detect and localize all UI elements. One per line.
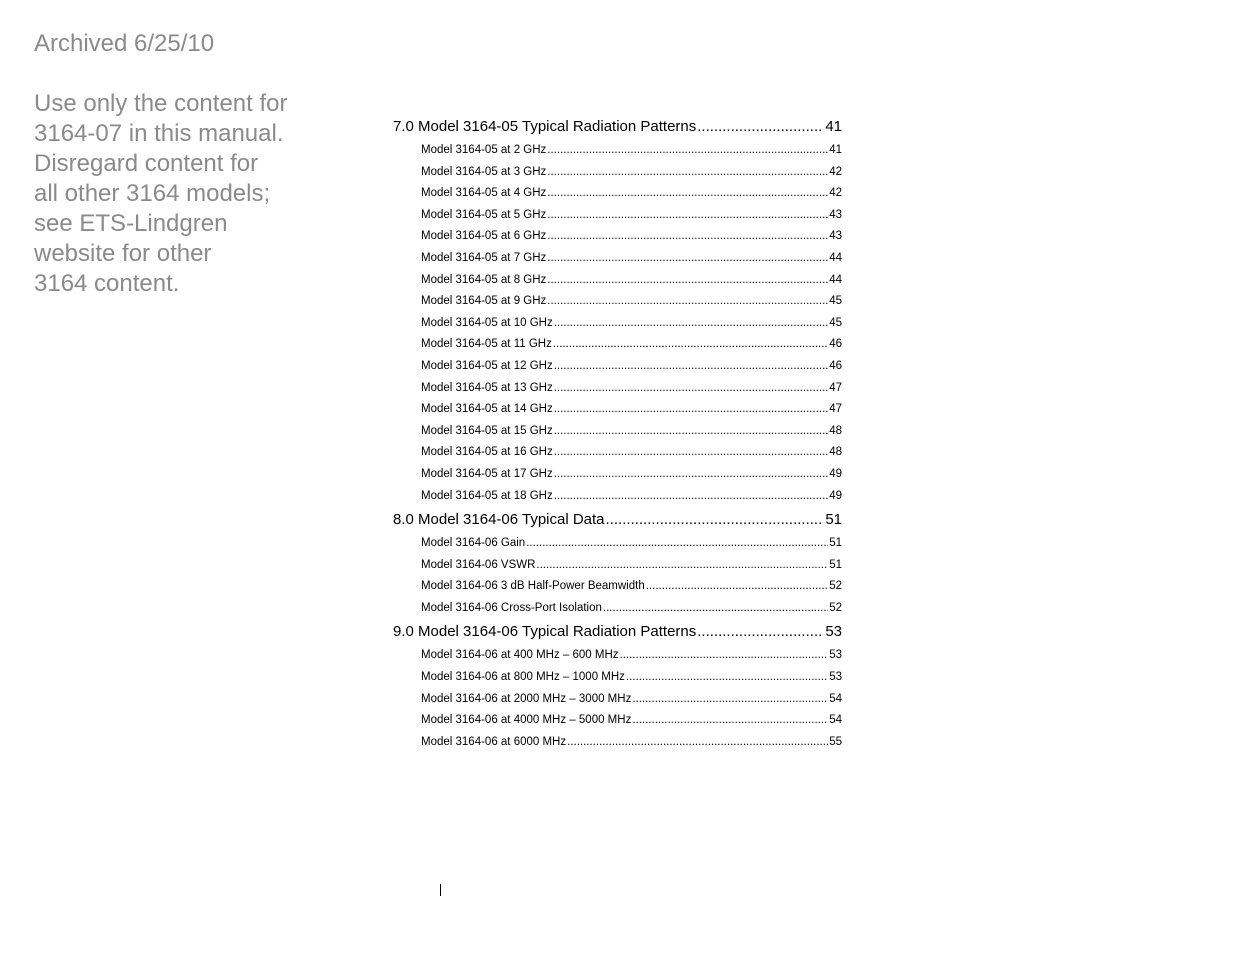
- toc-entry-page: 52: [829, 580, 842, 593]
- toc-entry-page: 43: [829, 208, 842, 221]
- toc-entry-title: Model 3164-06 at 800 MHz – 1000 MHz: [421, 671, 625, 684]
- toc-entry[interactable]: [393, 689, 842, 711]
- toc-entry-title: Model 3164-05 at 2 GHz: [421, 144, 547, 156]
- toc-entry-title: Model 3164-05 at 18 GHz: [421, 489, 553, 502]
- toc-entry-title: Model 3164-06 3 dB Half-Power Beamwidth: [421, 580, 645, 593]
- toc-entry[interactable]: [393, 442, 842, 464]
- toc-entry[interactable]: [393, 140, 842, 162]
- toc-entry[interactable]: [393, 248, 842, 270]
- toc-leader-dots: [554, 442, 829, 464]
- toc-section-title: 9.0 Model 3164-06 Typical Radiation Patterns: [393, 623, 697, 641]
- toc-entry[interactable]: [393, 399, 842, 421]
- toc-entry-page: 54: [829, 692, 842, 705]
- toc-leader-dots: [554, 464, 829, 486]
- toc-entry-title: Model 3164-05 at 16 GHz: [421, 446, 553, 459]
- toc-section[interactable]: [393, 116, 842, 137]
- toc-entry-title: Model 3164-05 at 15 GHz: [421, 424, 553, 437]
- toc-leader-dots: [632, 710, 828, 732]
- toc-entry-page: 45: [829, 295, 842, 308]
- toc-entry-page: 44: [829, 273, 842, 286]
- toc-entry[interactable]: [393, 598, 842, 620]
- toc-leader-dots: [536, 555, 828, 577]
- toc-leader-dots: [547, 162, 828, 184]
- toc-entry-page: 55: [829, 735, 842, 748]
- archive-notice: [34, 29, 334, 299]
- toc-entry-title: Model 3164-05 at 9 GHz: [421, 295, 547, 308]
- toc-leader-dots: [620, 645, 829, 667]
- toc-entry[interactable]: [393, 291, 842, 313]
- toc-section-page: 41: [825, 118, 842, 135]
- toc-entry-page: 52: [829, 601, 842, 614]
- toc-entry-page: 41: [829, 144, 842, 156]
- toc-leader-dots: [547, 270, 828, 292]
- toc-entry-page: 53: [829, 671, 842, 684]
- toc-leader-dots: [547, 183, 828, 205]
- toc-section-page: 53: [825, 623, 842, 641]
- toc-entry-page: 46: [829, 338, 842, 351]
- toc-leader-dots: [567, 732, 828, 754]
- toc-entry-title: Model 3164-06 at 2000 MHz – 3000 MHz: [421, 692, 632, 705]
- toc-entry[interactable]: [393, 486, 842, 508]
- toc-leader-dots: [606, 509, 822, 530]
- toc-leader-dots: [554, 378, 829, 400]
- toc-entry-page: 51: [829, 558, 842, 571]
- toc-entry-title: Model 3164-05 at 3 GHz: [421, 165, 547, 178]
- toc-entry-title: Model 3164-06 Cross-Port Isolation: [421, 601, 602, 614]
- toc-leader-dots: [547, 140, 828, 162]
- toc-entry[interactable]: [393, 533, 842, 555]
- toc-entry[interactable]: [393, 378, 842, 400]
- toc-section-title: 8.0 Model 3164-06 Typical Data: [393, 511, 605, 529]
- toc-entry-page: 42: [829, 187, 842, 200]
- toc-entry-title: Model 3164-06 at 400 MHz – 600 MHz: [421, 649, 619, 662]
- toc-entry[interactable]: [393, 667, 842, 689]
- toc-entry-page: 48: [829, 446, 842, 459]
- toc-entry-page: 45: [829, 316, 842, 329]
- toc-leader-dots: [547, 291, 828, 313]
- toc-leader-dots: [554, 486, 829, 508]
- toc-entry-title: Model 3164-06 at 4000 MHz – 5000 MHz: [421, 714, 632, 727]
- toc-entry-page: 42: [829, 165, 842, 178]
- toc-entry[interactable]: [393, 710, 842, 732]
- toc-leader-dots: [626, 667, 828, 689]
- toc-entry-page: 49: [829, 489, 842, 502]
- toc-section-title: 7.0 Model 3164-05 Typical Radiation Patterns: [393, 118, 697, 135]
- toc-entry-page: 48: [829, 424, 842, 437]
- toc-entry-page: 43: [829, 230, 842, 243]
- toc-entry[interactable]: [393, 334, 842, 356]
- toc-entry[interactable]: [393, 270, 842, 292]
- toc-leader-dots: [697, 116, 821, 137]
- toc-entry-page: 51: [829, 537, 842, 550]
- toc-entry-title: Model 3164-05 at 10 GHz: [421, 316, 553, 329]
- toc-leader-dots: [697, 621, 821, 642]
- toc-entry[interactable]: [393, 183, 842, 205]
- archive-date: Archived 6/25/10: [34, 30, 215, 57]
- toc-leader-dots: [554, 421, 829, 443]
- toc-entry[interactable]: [393, 421, 842, 443]
- toc-entry-page: 54: [829, 714, 842, 727]
- toc-section[interactable]: [393, 509, 842, 530]
- toc-entry-title: Model 3164-06 at 6000 MHz: [421, 735, 567, 748]
- toc-entry[interactable]: [393, 576, 842, 598]
- toc-leader-dots: [554, 399, 829, 421]
- toc-leader-dots: [603, 598, 828, 620]
- toc-entry-title: Model 3164-05 at 11 GHz: [421, 338, 552, 351]
- toc-entry-title: Model 3164-05 at 8 GHz: [421, 273, 547, 286]
- toc-entry-title: Model 3164-05 at 4 GHz: [421, 187, 547, 200]
- toc-leader-dots: [547, 226, 828, 248]
- toc-entry[interactable]: [393, 313, 842, 335]
- toc-entry-page: 47: [829, 381, 842, 394]
- toc-entry[interactable]: [393, 645, 842, 667]
- toc-entry[interactable]: [393, 732, 842, 754]
- toc-entry-title: Model 3164-05 at 7 GHz: [421, 251, 547, 264]
- toc-entry-page: 53: [829, 649, 842, 662]
- toc-leader-dots: [646, 576, 828, 598]
- toc-entry[interactable]: [393, 162, 842, 184]
- toc-entry[interactable]: [393, 555, 842, 577]
- toc-entry-title: Model 3164-06 VSWR: [421, 558, 536, 571]
- toc-entry[interactable]: [393, 356, 842, 378]
- toc-entry-title: Model 3164-05 at 12 GHz: [421, 359, 553, 372]
- table-of-contents: [393, 114, 842, 753]
- toc-section-page: 51: [825, 511, 842, 529]
- toc-leader-dots: [632, 689, 828, 711]
- toc-entry[interactable]: [393, 205, 842, 227]
- toc-entry-page: 47: [829, 403, 842, 416]
- toc-entry-page: 46: [829, 359, 842, 372]
- toc-leader-dots: [526, 533, 828, 555]
- toc-leader-dots: [547, 248, 828, 270]
- archive-message: Use only the content for 3164-07 in this manual. Disregard content for all other 3164 models; see ETS-Lindgren website for other 3164 content.: [34, 90, 288, 297]
- toc-entry-page: 44: [829, 251, 842, 264]
- page-footer-mark: [440, 884, 441, 896]
- toc-leader-dots: [553, 334, 828, 356]
- toc-entry-title: Model 3164-05 at 13 GHz: [421, 381, 553, 394]
- toc-leader-dots: [554, 356, 829, 378]
- toc-entry-title: Model 3164-06 Gain: [421, 537, 526, 550]
- toc-entry-title: Model 3164-05 at 5 GHz: [421, 208, 547, 221]
- toc-entry-title: Model 3164-05 at 14 GHz: [421, 403, 553, 416]
- toc-entry[interactable]: [393, 464, 842, 486]
- toc-entry-title: Model 3164-05 at 17 GHz: [421, 467, 553, 480]
- toc-entry-page: 49: [829, 467, 842, 480]
- toc-section[interactable]: [393, 621, 842, 642]
- toc-entry[interactable]: [393, 226, 842, 248]
- toc-leader-dots: [554, 313, 829, 335]
- toc-entry-title: Model 3164-05 at 6 GHz: [421, 230, 547, 243]
- toc-leader-dots: [547, 205, 828, 227]
